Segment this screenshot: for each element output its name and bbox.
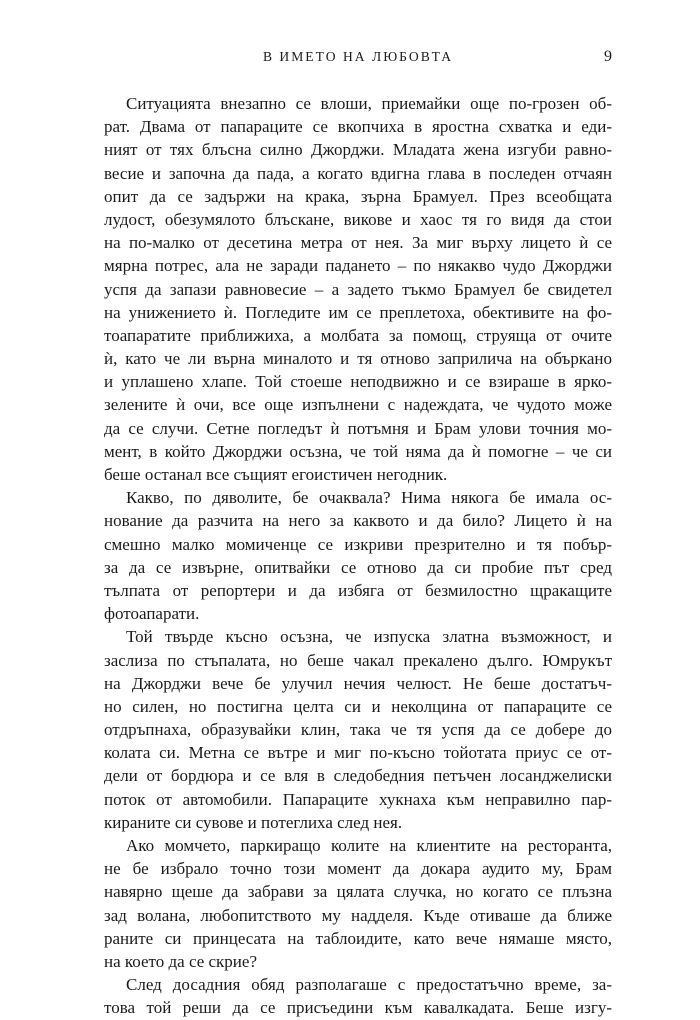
running-head <box>104 46 612 68</box>
text-line: рат. Двама от папараците се вкопчиха в яростна схватка и еди- <box>104 117 612 137</box>
page-number: 9 <box>604 48 612 65</box>
text-line: Той твърде късно осъзна, че изпуска златна възможност, и <box>126 627 612 647</box>
paragraph <box>104 625 612 834</box>
text-line: След досадния обяд разполагаше с предостатъчно време, за- <box>126 975 612 995</box>
text-line: за да се извърне, опитвайки се отново да си пробие път сред <box>104 557 612 577</box>
text-line: Ситуацията внезапно се влоши, приемайки още по-грозен об- <box>126 94 612 113</box>
text-line: зелените ѝ очи, все още изпълнени с надеждата, че чудото може <box>104 395 612 415</box>
text-line: тоапаратите приближиха, а молбата за помощ, струяща от очите <box>104 325 612 345</box>
text-line: на по-малко от десетина метра от нея. За миг върху лицето ѝ се <box>104 233 612 253</box>
text-line: Какво, по дяволите, бе очаквала? Нима някога бе имала ос- <box>126 488 612 508</box>
text-line: не бе избрало точно този момент да докара аудито му, Брам <box>104 859 612 879</box>
text-line: на унижението ѝ. Погледите им се преплетоха, обективите на фо- <box>104 302 612 322</box>
text-line: колата си. Метна се вътре и миг по-късно тойотата приус се от- <box>104 743 612 763</box>
paragraph <box>104 92 612 486</box>
body-text <box>104 92 612 1020</box>
text-line: кираните си сувове и потеглиха след нея. <box>104 812 403 832</box>
text-line: заслиза по стъпалата, но беше чакал прекалено дълго. Юмрукът <box>104 650 612 670</box>
text-line: да се случи. Сетне погледът ѝ потъмня и Брам улови точния мо- <box>104 418 612 438</box>
text-line: тълпата от репортери и да избяга от безмилостно щракащите <box>104 580 612 600</box>
text-line: това той реши да се присъедини към кавалкадата. Беше изгу- <box>104 998 612 1018</box>
text-line: мярна потрес, ала не заради падането – по някакво чудо Джорджи <box>104 256 612 276</box>
text-line: ѝ, като че ли върна миналото и тя отново заприлича на объркано <box>104 349 612 369</box>
text-line: фотоапарати. <box>104 604 200 624</box>
text-line: отдръпнаха, образувайки клин, така че тя успя да се добере до <box>104 720 612 740</box>
paragraph <box>104 486 612 625</box>
text-line: нование да разчита на него за каквото и да било? Лицето ѝ на <box>104 511 612 531</box>
text-line: успя да запази равновесие – а задето тъкмо Брамуел бе свидетел <box>104 279 612 299</box>
text-line: но силен, но постигна целта си и неколцина от папараците се <box>104 696 612 716</box>
text-line: дели от бордюра и се вля в следобедния петъчен лосанджелиски <box>104 766 612 786</box>
text-line: и уплашено хлапе. Той стоеше неподвижно и се взираше в ярко- <box>104 372 612 392</box>
text-line: ният от тях блъсна силно Джорджи. Младата жена изгуби равно- <box>104 140 612 160</box>
text-line: опит да се задържи на крака, зърна Брамуел. През всеобщата <box>104 186 612 206</box>
paragraph <box>104 834 612 973</box>
running-title: В ИМЕТО НА ЛЮБОВТА <box>262 49 454 64</box>
text-line: мент, в който Джорджи осъзна, че той няма да ѝ помогне – че си <box>104 441 612 461</box>
text-line: смешно малко момиченце се изкриви презрително и тя побър- <box>104 534 612 554</box>
text-line: на Джорджи вече бе улучил нечия челюст. Не беше достатъч- <box>104 673 612 693</box>
text-line: навярно щеше да забрави за цялата случка, но когато се плъзна <box>104 882 612 902</box>
text-line: весие и започна да пада, а когато вдигна глава в последен отчаян <box>104 163 612 183</box>
text-line: зад волана, любопитството му надделя. Къде отиваше да ближе <box>104 905 612 925</box>
text-line: Ако момчето, паркиращо колите на клиентите на ресторанта, <box>126 836 612 855</box>
text-line: раните си принцесата на таблоидите, като вече нямаше място, <box>104 928 612 948</box>
text-line: поток от автомобили. Папараците хукнаха към неправилно пар- <box>104 789 612 809</box>
text-line: беше останал все същият егоистичен негодник. <box>104 465 448 484</box>
text-line: на което да се скрие? <box>104 951 257 971</box>
text-line: лудост, обезумялото блъскане, викове и хаос тя го видя да стои <box>104 209 612 229</box>
